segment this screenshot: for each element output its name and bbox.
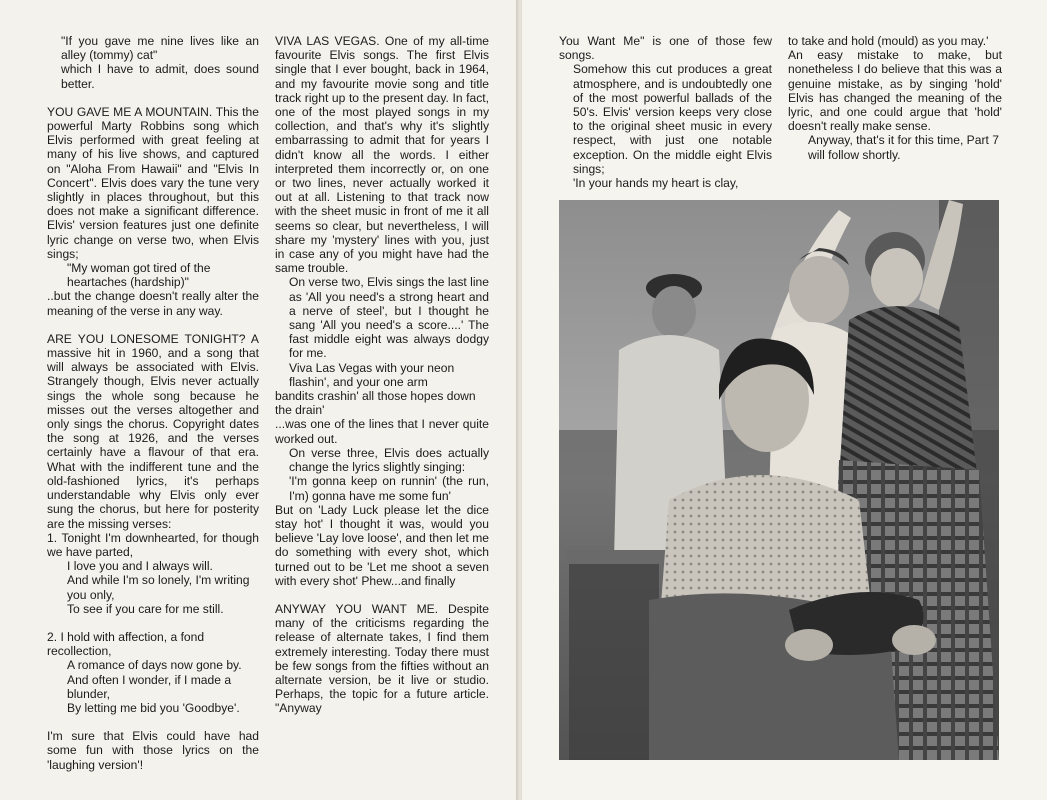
lyric-line: And while I'm so lonely, I'm writing you only, (67, 573, 250, 602)
lyric-line: 1. Tonight I'm downhearted, for though we have parted, (47, 530, 259, 559)
lyric-line: And often I wonder, if I made a blunder, (67, 672, 232, 701)
lyric-line: "If you gave me nine lives like an alley (tommy) cat" (61, 34, 259, 63)
photo-illustration (559, 200, 999, 760)
lyric-line: I love you and I always will. (67, 559, 213, 574)
paragraph: On verse two, Elvis sings the last line as 'All you need's a strong heart and a nerve of steel', but I thought he sang 'All you need's a score....' The fast middle eight was always dodgy for me. (289, 275, 489, 361)
paragraph: On verse three, Elvis does actually change the lyrics slightly singing: (289, 445, 489, 475)
column-3 (559, 34, 772, 190)
photo (559, 200, 999, 760)
paragraph: YOU GAVE ME A MOUNTAIN. This the powerful Marty Robbins song which Elvis performed with great feeling at many of his live shows, and captured on "Aloha From Hawaii" and "Elvis In Concert". Elvis does vary the tune very slightly in places throughout, but this does not make a significant difference. Elvis' version features just one definite lyric change on verse two, when Elvis sings; (47, 104, 259, 261)
paragraph: But on 'Lady Luck please let the dice stay hot' I thought it was, would you believe 'Lay love loose', and then let me do something with every shot, which turned out to be 'Let me shoot a seven with every shot' Phew...and finally (275, 502, 489, 588)
paragraph: ARE YOU LONESOME TONIGHT? A massive hit in 1960, and a song that will always be associated with Elvis. Strangely though, Elvis never actually sings the whole song because he misses out the verses altogether and only sings the chorus. Copyright dates the song at 1926, and the verses certainly have a flavour of that era. What with the indifferent tune and the old-fashioned lyrics, it's perhaps understandable why Elvis only ever sung the chorus, but here for posterity are the missing verses: (47, 331, 259, 531)
lyric-line: 'I'm gonna keep on runnin' (the run, I'm) gonna have me some fun' (289, 474, 489, 503)
paragraph: VIVA LAS VEGAS. One of my all-time favourite Elvis songs. The first Elvis single that I ever bought, back in 1964, and my favourite movie song and title track right up to the present day. In fact, one of the most played songs in my collection, and that's why it's slightly embarrassing to admit that for years I didn't know all the words. I either interpreted them incorrectly or, on one or two lines, never actually worked it out at all. Listening to that track now with the sheet music in front of me it all seems so clear, but nevertheless, I will share my 'mystery' lines with you, just in case any of you might have had the same trouble. (275, 34, 489, 276)
paragraph: which I have to admit, does sound better. (61, 62, 259, 91)
lyric-line: 'In your hands my heart is clay, (573, 176, 739, 191)
paragraph: ANYWAY YOU WANT ME. Despite many of the criticisms regarding the release of alternate takes, I find them extremely interesting. Today there must be few songs from the fifties without an alternate version, be it live or studio. Perhaps, the topic for a future article. "Anyway (275, 601, 489, 716)
lyric-line: to take and hold (mould) as you may.' (788, 34, 989, 48)
paragraph: I'm sure that Elvis could have had some fun with those lyrics on the 'laughing version'! (47, 729, 259, 772)
lyric-line: To see if you care for me still. (67, 601, 224, 616)
right-page (522, 0, 1047, 800)
lyric-line: By letting me bid you 'Goodbye'. (67, 700, 240, 715)
paragraph: Somehow this cut produces a great atmosphere, and is undoubtedly one of the most powerful ballads of the 50's. Elvis' version keeps very close to the original sheet music in every respect, with just one notable exception. On the middle eight Elvis sings; (573, 62, 772, 176)
paragraph: Anyway, that's it for this time, Part 7 will follow shortly. (808, 133, 999, 162)
left-page (0, 0, 518, 800)
paragraph: ..but the change doesn't really alter the meaning of the verse in any way. (47, 289, 259, 318)
lyric-line: "My woman got tired of the heartaches (hardship)" (67, 261, 211, 290)
lyric-line: 2. I hold with affection, a fond recollection, (47, 629, 205, 659)
paragraph: You Want Me" is one of those few songs. (559, 34, 772, 63)
lyric-line: bandits crashin' all those hopes down the drain' (275, 389, 476, 418)
column-2 (275, 34, 489, 716)
paragraph: An easy mistake to make, but nonetheless I do believe that this was a genuine mistake, as by singing 'hold' Elvis has changed the meaning of the lyric, and one could argue that 'hold' doesn't really make sense. (788, 48, 1002, 134)
lyric-line: A romance of days now gone by. (67, 658, 242, 673)
lyric-line: Viva Las Vegas with your neon flashin', and your one arm (289, 360, 455, 389)
paragraph: ...was one of the lines that I never quite worked out. (275, 417, 489, 446)
column-1 (47, 34, 259, 772)
column-4 (788, 34, 1002, 162)
